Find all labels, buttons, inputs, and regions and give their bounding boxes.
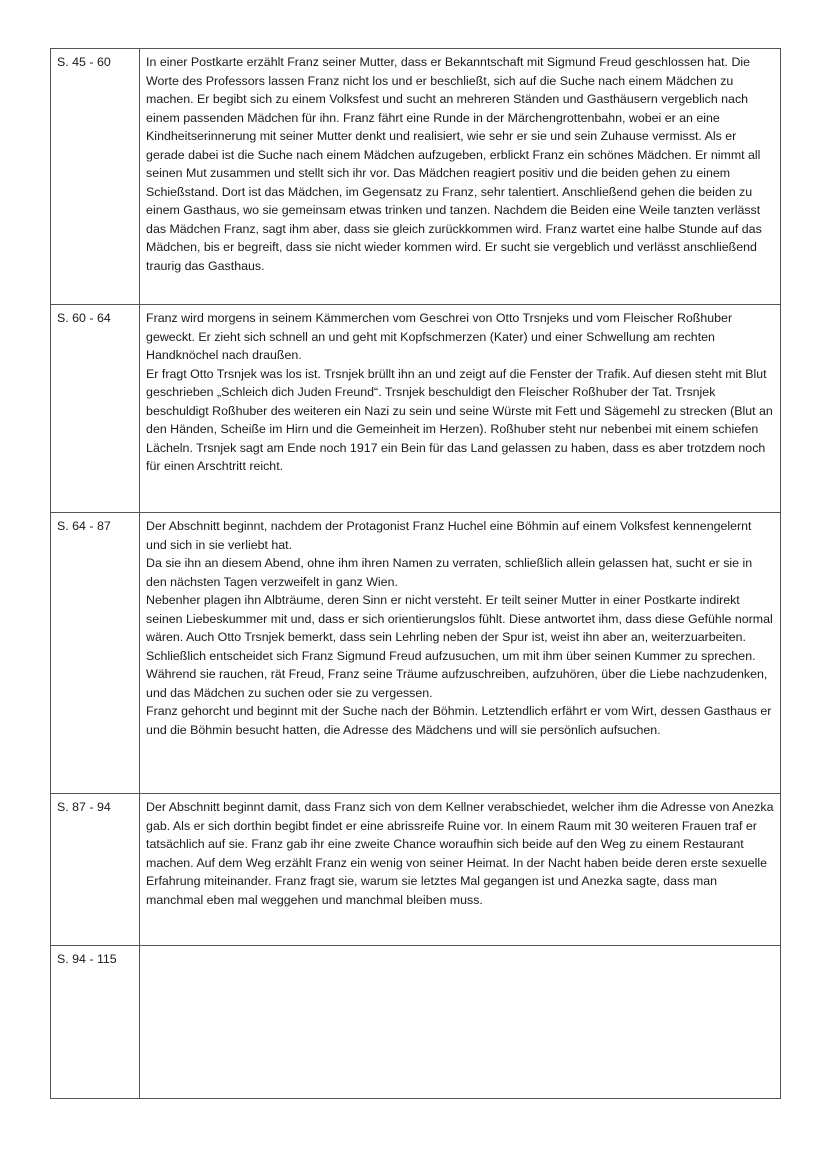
summary-cell: Der Abschnitt beginnt damit, dass Franz sich von dem Kellner verabschiedet, welcher ihm die Adresse von Anezka gab. Als er sich dorthin begibt findet er eine abrissreife Ruine vor. In einem Raum mit 30 weiteren Frauen traf er tatsächlich auf sie. Franz gab ihr eine zweite Chance woraufhin sich beide auf den Weg zu einem Restaurant machen. Auf dem Weg erzählt Franz ein wenig von seiner Heimat. In der Nacht haben beide deren erste sexuelle Erfahrung miteinander. Franz fragt sie, warum sie letztes Mal gegangen ist und Anezka sagte, dass man manchmal eben mal weggehen und manchmal bleiben muss. [140,794,781,946]
page-range-cell: S. 45 - 60 [51,49,140,305]
page-range-cell: S. 64 - 87 [51,513,140,794]
page-range-cell: S. 94 - 115 [51,946,140,1099]
summary-cell [140,946,781,1099]
table-row [51,49,781,305]
chapter-summary-table [50,48,781,1099]
summary-cell: In einer Postkarte erzählt Franz seiner Mutter, dass er Bekanntschaft mit Sigmund Freud geschlossen hat. Die Worte des Professors lassen Franz nicht los und er beschließt, sich auf die Suche nach einem Mädchen zu machen. Er begibt sich zu einem Volksfest und sucht an mehreren Ständen und Gasthäusern vergeblich nach einem passenden Mädchen für ihn. Franz fährt eine Runde in der Märchengrottenbahn, wobei er an eine Kindheitserinnerung mit seiner Mutter denkt und realisiert, wie sehr er sie und sein Zuhause vermisst. Als er gerade dabei ist die Suche nach einem Mädchen aufzugeben, erblickt Franz ein schönes Mädchen. Er nimmt all seinen Mut zusammen und stellt sich ihr vor. Das Mädchen reagiert positiv und die beiden gehen zu einem Schießstand. Dort ist das Mädchen, im Gegensatz zu Franz, sehr talentiert. Anschließend gehen die beiden zu einem Gasthaus, wo sie gemeinsam etwas trinken und tanzen. Nachdem die Beiden eine Weile tanzten verlässt das Mädchen Franz, sagt ihm aber, dass sie gleich zurückkommen wird. Franz wartet eine halbe Stunde auf das Mädchen, bis er begreift, dass sie nicht wieder kommen wird. Er sucht sie vergeblich und verlässt anschließend traurig das Gasthaus. [140,49,781,305]
table-row [51,794,781,946]
summary-cell: Franz wird morgens in seinem Kämmerchen vom Geschrei von Otto Trsnjeks und vom Fleischer Roßhuber geweckt. Er zieht sich schnell an und geht mit Kopfschmerzen (Kater) und einer Schwellung am rechten Handknöchel nach draußen. Er fragt Otto Trsnjek was los ist. Trsnjek brüllt ihn an und zeigt auf die Fenster der Trafik. Auf diesen steht mit Blut geschrieben „Schleich dich Juden Freund“. Trsnjek beschuldigt den Fleischer Roßhuber der Tat. Trsnjek beschuldigt Roßhuber des weiteren ein Nazi zu sein und seine Würste mit Fett und Sägemehl zu strecken (Blut an den Händen, Scheiße im Hirn und die Gemeinheit im Herzen). Roßhuber steht nur nebenbei mit einem schiefen Lächeln. Trsnjek sagt am Ende noch 1917 ein Bein für das Land gelassen zu haben, dass es aber trotzdem noch für einen Arschtritt reicht. [140,305,781,513]
table-row [51,946,781,1099]
page-range-cell: S. 60 - 64 [51,305,140,513]
table-row [51,513,781,794]
page-range-cell: S. 87 - 94 [51,794,140,946]
summary-cell: Der Abschnitt beginnt, nachdem der Protagonist Franz Huchel eine Böhmin auf einem Volksfest kennengelernt und sich in sie verliebt hat. Da sie ihn an diesem Abend, ohne ihm ihren Namen zu verraten, schließlich allein gelassen hat, sucht er sie in den nächsten Tagen verzweifelt in ganz Wien. Nebenher plagen ihn Albträume, deren Sinn er nicht versteht. Er teilt seiner Mutter in einer Postkarte indirekt seinen Liebeskummer mit und, dass er sich orientierungslos fühlt. Diese antwortet ihm, dass diese Gefühle normal wären. Auch Otto Trsnjek bemerkt, dass sein Lehrling neben der Spur ist, weist ihn aber an, weiterzuarbeiten. Schließlich entscheidet sich Franz Sigmund Freud aufzusuchen, um mit ihm über seinen Kummer zu sprechen. Während sie rauchen, rät Freud, Franz seine Träume aufzuschreiben, aufzuhören, über die Liebe nachzudenken, und das Mädchen zu suchen oder sie zu vergessen. Franz gehorcht und beginnt mit der Suche nach der Böhmin. Letztendlich erfährt er vom Wirt, dessen Gasthaus er und die Böhmin besucht hatten, die Adresse des Mädchens und will sie persönlich aufsuchen. [140,513,781,794]
table-row [51,305,781,513]
